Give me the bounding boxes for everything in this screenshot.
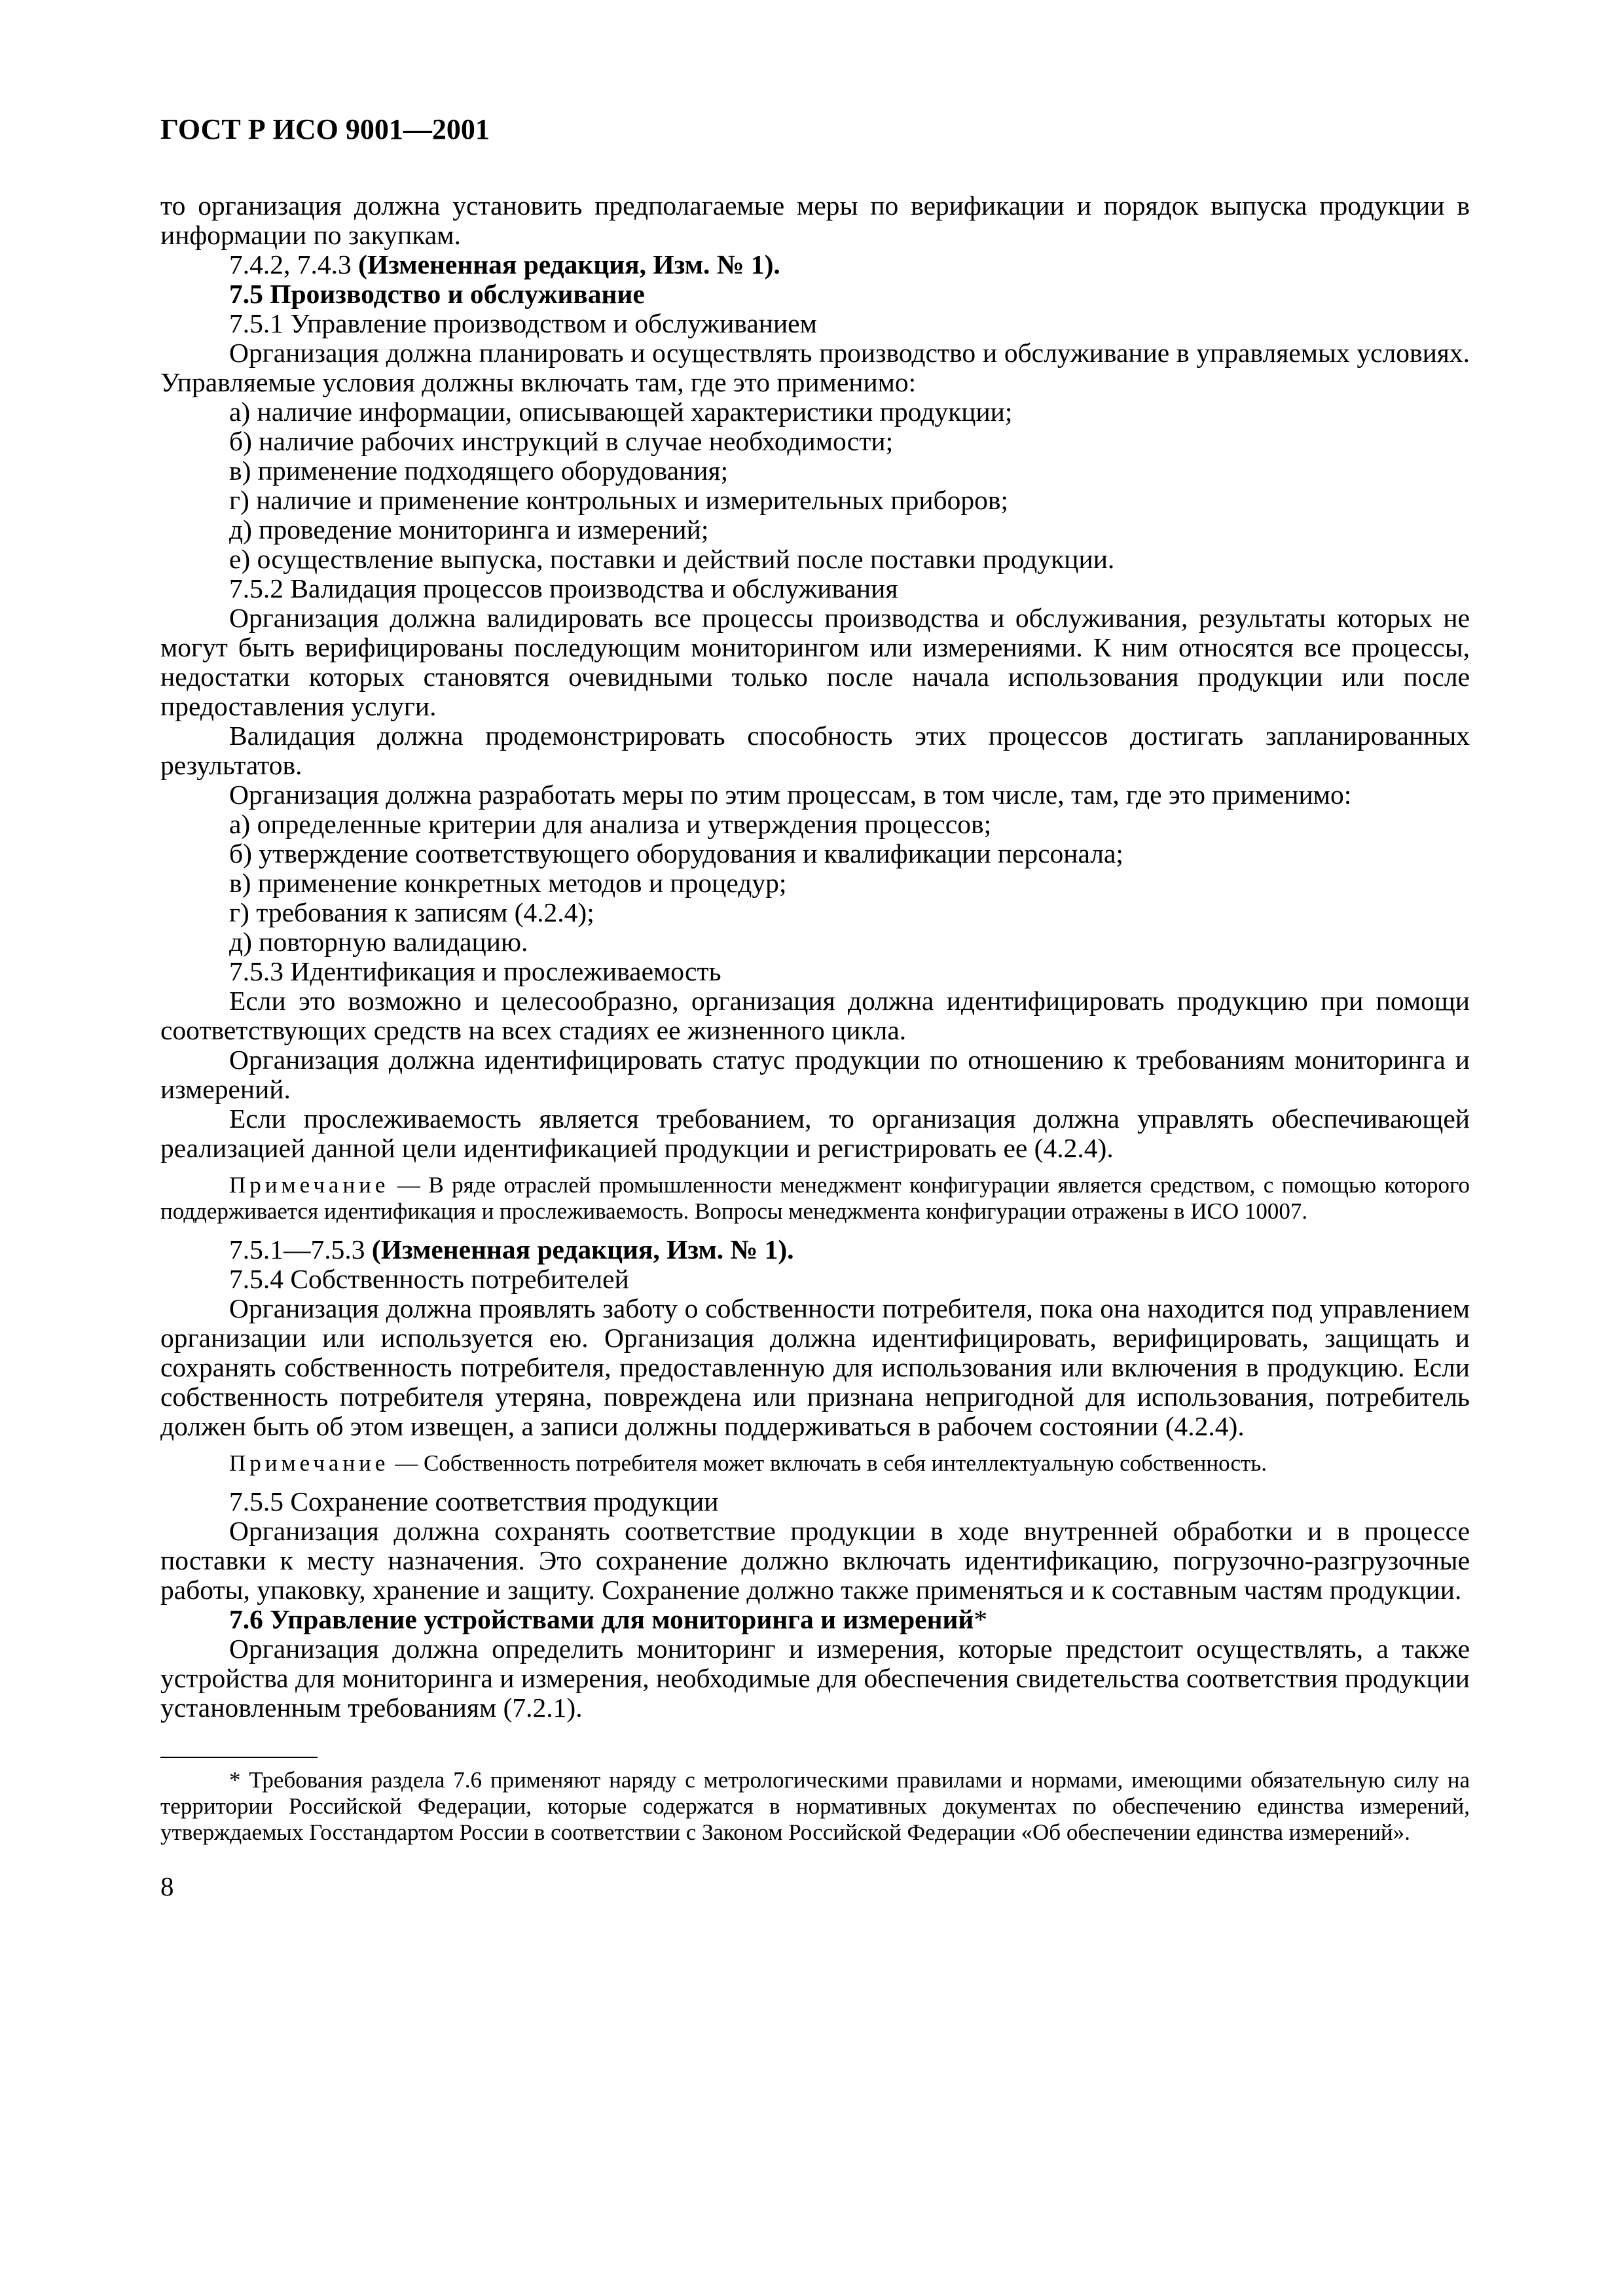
list-item: в) применение конкретных методов и процедур; xyxy=(229,868,787,898)
footnote-marker: * xyxy=(974,1604,988,1634)
list-item: д) повторную валидацию. xyxy=(229,927,528,957)
note-label: Примечание xyxy=(229,1172,390,1198)
list-item: а) определенные критерии для анализа и утверждения процессов; xyxy=(229,809,992,839)
intro-paragraph: то организация должна установить предполагаемые меры по верификации и порядок выпуска продукции в информации по закупкам. xyxy=(160,190,1470,250)
paragraph: Если это возможно и целесообразно, организация должна идентифицировать продукцию при помощи соответствующих средств на всех стадиях ее жизненного цикла. xyxy=(160,986,1470,1045)
note xyxy=(160,1172,1470,1225)
footnote: * Требования раздела 7.6 применяют наряду с метрологическими правилами и нормами, имеющими обязательную силу на территории Российской Федерации, которые содержатся в нормативных документах по обеспечению единства измерений, утверждаемых Госстандартом России в соответствии с Законом Российской Федерации «Об обеспечении единства измерений». xyxy=(160,1767,1470,1845)
note xyxy=(160,1450,1470,1477)
list-item: г) наличие и применение контрольных и измерительных приборов; xyxy=(229,485,1009,515)
subsection-heading-7-5-1: 7.5.1 Управление производством и обслуживанием xyxy=(229,308,817,338)
amendment-line xyxy=(160,250,1470,279)
note-label: Примечание xyxy=(229,1450,390,1476)
note-text: — Собственность потребителя может включать в себя интеллектуальную собственность. xyxy=(389,1450,1267,1476)
list-item: а) наличие информации, описывающей характеристики продукции; xyxy=(229,397,1013,427)
document-header: ГОСТ Р ИСО 9001—2001 xyxy=(160,113,490,145)
paragraph: Валидация должна продемонстрировать способность этих процессов достигать запланированных результатов. xyxy=(160,721,1470,780)
document-body xyxy=(160,191,1470,1723)
paragraph: Организация должна разработать меры по этим процессам, в том числе, там, где это применимо: xyxy=(229,780,1352,810)
list-item: в) применение подходящего оборудования; xyxy=(229,456,729,486)
paragraph: Организация должна идентифицировать статус продукции по отношению к требованиям мониторинга и измерений. xyxy=(160,1045,1470,1104)
list-item: е) осуществление выпуска, поставки и действий после поставки продукции. xyxy=(229,544,1115,574)
document-page xyxy=(160,111,1470,1901)
subsection-heading-7-5-5: 7.5.5 Сохранение соответствия продукции xyxy=(229,1486,719,1516)
paragraph: Организация должна проявлять заботу о собственности потребителя, пока она находится под управлением организации или используется ею. Организация должна идентифицировать, верифицировать, защищать и сохранять собственность потребителя, предоставленную для использования или включения в продукцию. Если собственность потребителя утеряна, повреждена или признана непригодной для использования, потребитель должен быть об этом извещен, а записи должны поддерживаться в рабочем состоянии (4.2.4). xyxy=(160,1293,1470,1441)
note-text: — В ряде отраслей промышленности менеджмент конфигурации является средством, с помощью которого поддерживается идентификация и прослеживаемость. Вопросы менеджмента конфигурации отражены в ИСО 10007. xyxy=(160,1172,1470,1224)
amendment-ref: 7.4.2, 7.4.3 xyxy=(229,249,352,279)
section-heading-7-6 xyxy=(160,1605,1470,1634)
subsection-heading-7-5-2: 7.5.2 Валидация процессов производства и обслуживания xyxy=(229,573,898,603)
subsection-heading-7-5-3: 7.5.3 Идентификация и прослеживаемость xyxy=(229,956,721,986)
footnote-divider xyxy=(160,1757,318,1758)
list-item: г) требования к записям (4.2.4); xyxy=(229,897,594,927)
amendment-line xyxy=(160,1235,1470,1265)
paragraph: Организация должна валидировать все процессы производства и обслуживания, результаты которых не могут быть верифицированы последующим мониторингом или измерениями. К ним относятся все процессы, недостатки которых становятся очевидными только после начала использования продукции или после предоставления услуги. xyxy=(160,603,1470,721)
paragraph: Если прослеживаемость является требованием, то организация должна управлять обеспечивающей реализацией данной цели идентификацией продукции и регистрировать ее (4.2.4). xyxy=(160,1103,1470,1163)
list-item: б) наличие рабочих инструкций в случае необходимости; xyxy=(229,426,894,456)
paragraph: Организация должна сохранять соответствие продукции в ходе внутренней обработки и в процессе поставки к месту назначения. Это сохранение должно включать идентификацию, погрузочно-разгрузочные работы, упаковку, хранение и защиту. Сохранение должно также применяться и к составным частям продукции. xyxy=(160,1516,1470,1605)
paragraph: Организация должна определить мониторинг и измерения, которые предстоит осуществлять, а также устройства для мониторинга и измерения, необходимые для обеспечения свидетельства соответствия продукции установленным требованиям (7.2.1). xyxy=(160,1634,1470,1723)
list-item: д) проведение мониторинга и измерений; xyxy=(229,514,709,545)
amendment-text: (Измененная редакция, Изм. № 1). xyxy=(358,249,780,279)
amendment-text: (Измененная редакция, Изм. № 1). xyxy=(371,1234,794,1265)
subsection-heading-7-5-4: 7.5.4 Собственность потребителей xyxy=(229,1264,629,1294)
page-number: 8 xyxy=(160,1871,174,1901)
amendment-ref: 7.5.1—7.5.3 xyxy=(229,1234,365,1265)
list-item: б) утверждение соответствующего оборудования и квалификации персонала; xyxy=(229,838,1123,869)
list-7-5-2 xyxy=(160,810,1470,957)
paragraph: Организация должна планировать и осуществлять производство и обслуживание в управляемых условиях. Управляемые условия должны включать там, где это применимо: xyxy=(160,338,1470,397)
section-heading-text: 7.6 Управление устройствами для мониторинга и измерений xyxy=(229,1604,974,1634)
section-heading-7-5: 7.5 Производство и обслуживание xyxy=(229,279,645,309)
list-7-5-1 xyxy=(160,397,1470,574)
